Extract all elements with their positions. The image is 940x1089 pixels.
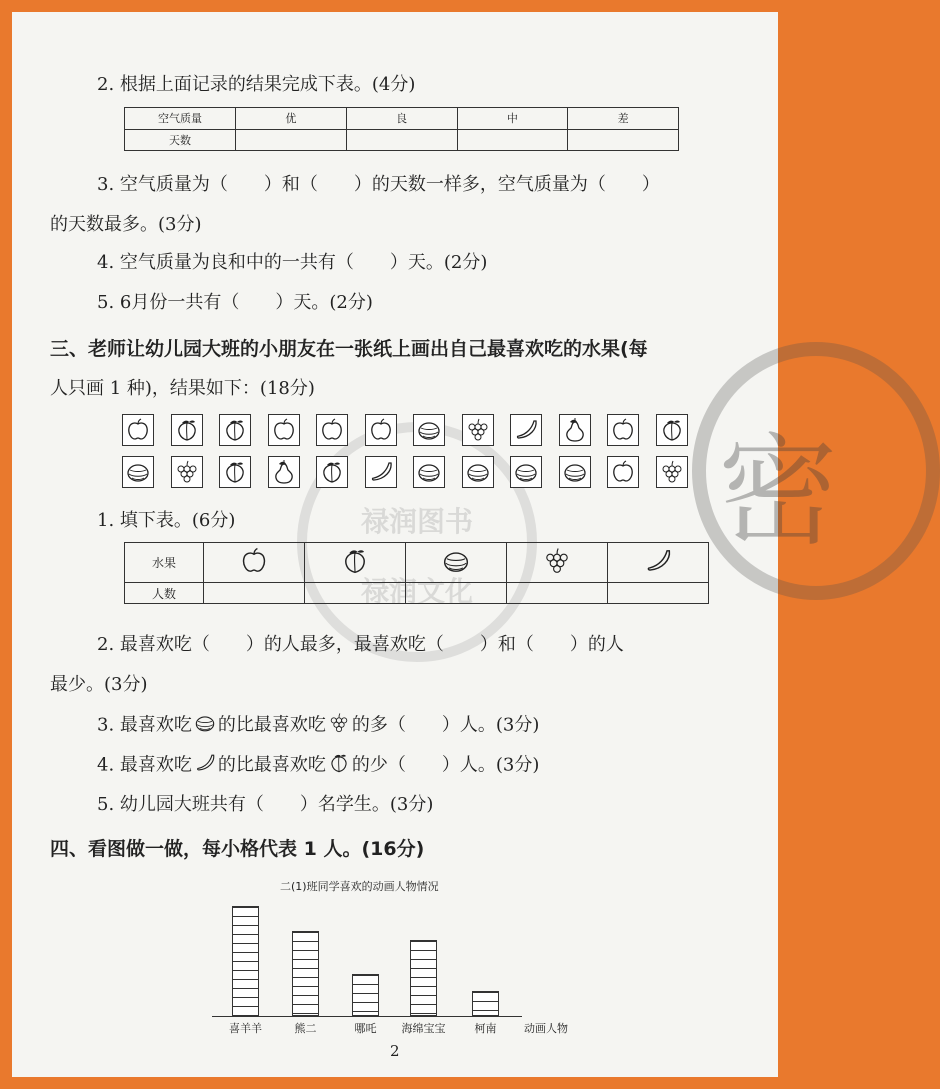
grapes-icon xyxy=(326,710,352,741)
answer-cell[interactable] xyxy=(346,129,457,151)
page-number: 2 xyxy=(390,1042,400,1060)
bar-海绵宝宝 xyxy=(410,940,437,1017)
header-good: 良 xyxy=(346,108,457,130)
watermelon-icon xyxy=(439,568,473,581)
fruit-header-cell xyxy=(507,543,608,583)
answer-cell[interactable] xyxy=(204,583,305,604)
s3-q4-b: 的比最喜欢吃 xyxy=(217,754,326,776)
banana-icon xyxy=(192,750,218,781)
bar-熊二 xyxy=(292,931,319,1016)
tick-label: 喜羊羊 xyxy=(229,1022,262,1035)
fruit-header-cell xyxy=(204,543,305,583)
q2-text: 2. 根据上面记录的结果完成下表。(4分) xyxy=(97,74,416,95)
x-axis xyxy=(212,1016,522,1017)
watermark-line1: 禄润图书 xyxy=(360,505,473,538)
grapes-card xyxy=(462,414,494,446)
s3-q3 xyxy=(97,710,539,741)
tick-label: 海绵宝宝 xyxy=(401,1022,446,1035)
bar-chart xyxy=(202,892,582,1035)
grapes-icon xyxy=(540,568,574,581)
s3-q3-c: 的多（ ）人。(3分) xyxy=(351,714,540,736)
bar-喜羊羊 xyxy=(232,906,259,1017)
banana-card xyxy=(365,456,397,488)
fruit-header-cell xyxy=(608,543,709,583)
s3-q5: 5. 幼儿园大班共有（ ）名学生。(3分) xyxy=(97,794,434,815)
answer-cell[interactable] xyxy=(457,129,568,151)
banana-icon xyxy=(641,568,675,581)
apple-card xyxy=(365,414,397,446)
watermelon-card xyxy=(559,456,591,488)
chart-title: 二(1)班同学喜欢的动画人物情况 xyxy=(280,880,439,893)
pear-card xyxy=(268,456,300,488)
answer-cell[interactable] xyxy=(305,583,406,604)
header-medium: 中 xyxy=(457,108,568,130)
banana-card xyxy=(510,414,542,446)
peach-card xyxy=(219,456,251,488)
stamp-circle xyxy=(692,342,940,600)
peach-card xyxy=(316,456,348,488)
bar-柯南 xyxy=(472,991,499,1017)
peach-card xyxy=(219,414,251,446)
apple-card xyxy=(268,414,300,446)
air-quality-table xyxy=(124,107,679,151)
peach-card xyxy=(656,414,688,446)
watermark-line2: 禄润文化 xyxy=(360,575,473,608)
grapes-card xyxy=(171,456,203,488)
s3-q3-b: 的比最喜欢吃 xyxy=(217,714,326,736)
watermelon-card xyxy=(462,456,494,488)
s3-q2-line2: 最少。(3分) xyxy=(50,674,148,695)
fruit-header-cell xyxy=(406,543,507,583)
peach-icon xyxy=(326,750,352,781)
s3-q4-a: 4. 最喜欢吃 xyxy=(97,754,192,776)
answer-cell[interactable] xyxy=(568,129,679,151)
apple-card xyxy=(122,414,154,446)
section4-heading: 四、看图做一做，每小格代表 1 人。(16分) xyxy=(50,838,425,860)
bar-哪吒 xyxy=(352,974,379,1017)
answer-cell[interactable] xyxy=(406,583,507,604)
stamp-char: 密 xyxy=(718,423,838,562)
answer-cell[interactable] xyxy=(507,583,608,604)
s3-q3-a: 3. 最喜欢吃 xyxy=(97,714,192,736)
apple-card xyxy=(316,414,348,446)
header-poor: 差 xyxy=(568,108,679,130)
fruit-header-cell xyxy=(305,543,406,583)
apple-icon xyxy=(237,568,271,581)
answer-cell[interactable] xyxy=(236,129,347,151)
pear-card xyxy=(559,414,591,446)
watermelon-card xyxy=(122,456,154,488)
row-label-days: 天数 xyxy=(125,129,236,151)
peach-card xyxy=(171,414,203,446)
apple-card xyxy=(607,456,639,488)
fruit-count-table xyxy=(124,542,709,604)
fruit-row-label: 水果 xyxy=(125,543,204,583)
s3-q2-line1: 2. 最喜欢吃（ ）的人最多，最喜欢吃（ ）和（ ）的人 xyxy=(97,634,624,655)
worksheet-page xyxy=(12,12,838,1077)
header-air-quality: 空气质量 xyxy=(125,108,236,130)
watermelon-card xyxy=(413,414,445,446)
tick-label: 哪吒 xyxy=(354,1022,377,1035)
tick-label: 柯南 xyxy=(474,1022,497,1035)
answer-cell[interactable] xyxy=(608,583,709,604)
s3-q4 xyxy=(97,750,539,781)
apple-card xyxy=(607,414,639,446)
watermelon-card xyxy=(510,456,542,488)
section3-heading-line2: 人只画 1 种)，结果如下：(18分) xyxy=(50,378,315,399)
q5-text: 5. 6月份一共有（ ）天。(2分) xyxy=(97,292,373,313)
section3-heading-line1: 三、老师让幼儿园大班的小朋友在一张纸上画出自己最喜欢吃的水果(每 xyxy=(50,338,648,360)
count-row-label: 人数 xyxy=(125,583,204,604)
s3-q4-c: 的少（ ）人。(3分) xyxy=(351,754,540,776)
q3-line1: 3. 空气质量为（ ）和（ ）的天数一样多，空气质量为（ ） xyxy=(97,174,660,195)
x-axis-label: 动画人物 xyxy=(524,1022,568,1035)
grapes-card xyxy=(656,456,688,488)
q4-text: 4. 空气质量为良和中的一共有（ ）天。(2分) xyxy=(97,252,488,273)
watermelon-icon xyxy=(192,710,218,741)
peach-icon xyxy=(338,568,372,581)
watermelon-card xyxy=(413,456,445,488)
q3-line2: 的天数最多。(3分) xyxy=(50,214,202,235)
tick-label: 熊二 xyxy=(294,1022,317,1035)
header-excellent: 优 xyxy=(236,108,347,130)
s3-q1: 1. 填下表。(6分) xyxy=(97,510,236,531)
